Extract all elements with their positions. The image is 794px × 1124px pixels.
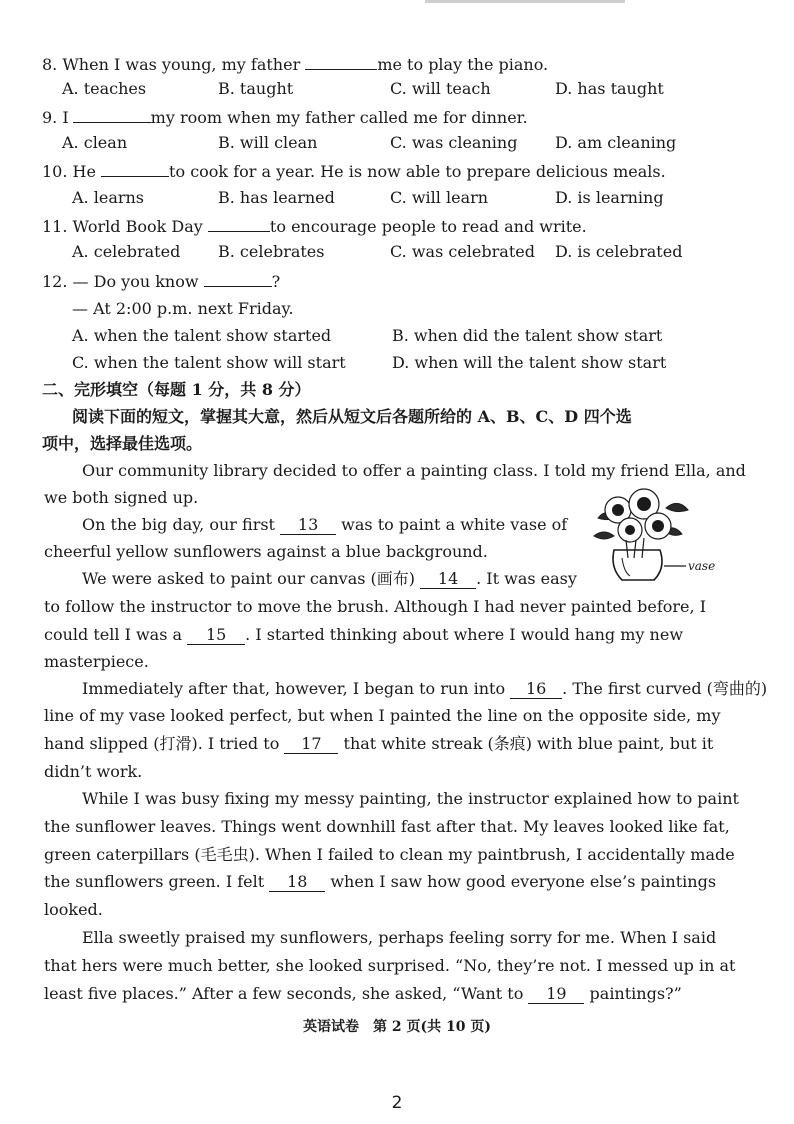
q8-option-c: C. will teach — [390, 79, 491, 98]
q9-option-d: D. am cleaning — [555, 133, 677, 152]
q12-option-c: C. when the talent show will start — [72, 353, 346, 372]
passage-line: we both signed up. — [44, 488, 199, 507]
sunflower-vase-illustration — [588, 488, 720, 586]
q8-option-d: D. has taught — [555, 79, 664, 98]
passage-line: to follow the instructor to move the brush. Although I had never painted before, I — [44, 597, 707, 616]
passage-text: We were asked to paint our canvas (画布) — [82, 569, 416, 588]
q9-option-b: B. will clean — [218, 133, 318, 152]
passage-text: was to paint a white vase of — [341, 515, 568, 534]
page-footer: 英语试卷 第 2 页(共 10 页) — [303, 1019, 491, 1035]
q12-option-a: A. when the talent show started — [72, 326, 332, 345]
passage-line: that hers were much better, she looked surprised. “No, they’re not. I messed up in at — [44, 956, 736, 975]
passage-line: Our community library decided to offer a painting class. I told my friend Ella, and — [82, 461, 746, 480]
q12-text: ? — [271, 272, 281, 291]
page-number: 2 — [391, 1093, 403, 1113]
q10-blank — [101, 160, 169, 177]
passage-line — [44, 734, 713, 754]
section-heading: 二、完形填空（每题 1 分，共 8 分） — [42, 380, 311, 399]
question-12 — [42, 270, 280, 292]
q10-option-c: C. will learn — [390, 188, 489, 207]
q12-option-d: D. when will the talent show start — [392, 353, 667, 372]
q10-option-b: B. has learned — [218, 188, 335, 207]
section-instruction-line-2: 项中，选择最佳选项。 — [42, 434, 203, 453]
passage-text: Immediately after that, however, I began to run into — [82, 679, 506, 698]
q8-text: When I was young, my father — [62, 55, 301, 74]
passage-line — [82, 569, 577, 589]
q11-text: to encourage people to read and write. — [269, 217, 587, 236]
q9-option-c: C. was cleaning — [390, 133, 518, 152]
q9-blank — [73, 106, 151, 123]
passage-text: could tell I was a — [44, 625, 183, 644]
passage-line: the sunflower leaves. Things went downhill fast after that. My leaves looked like fat, — [44, 817, 730, 836]
passage-line — [44, 872, 716, 892]
passage-text: when I saw how good everyone else’s paintings — [330, 872, 717, 891]
blank-14: 14 — [420, 570, 476, 589]
q8-blank — [305, 53, 377, 70]
q11-blank — [208, 215, 270, 232]
top-edge-line — [425, 0, 625, 3]
section-instruction-line-1: 阅读下面的短文，掌握其大意，然后从短文后各题所给的 A、B、C、D 四个选 — [72, 407, 632, 426]
q11-number: 11. World Book Day — [42, 217, 203, 236]
question-9 — [42, 106, 528, 128]
blank-15: 15 — [187, 626, 245, 645]
passage-text: paintings?” — [589, 984, 682, 1003]
q11-option-c: C. was celebrated — [390, 242, 535, 261]
q12-number: 12. — Do you know — [42, 272, 199, 291]
passage-line: While I was busy fixing my messy painting, the instructor explained how to paint — [82, 789, 739, 808]
blank-18: 18 — [269, 873, 325, 892]
question-10 — [42, 160, 666, 182]
passage-line: didn’t work. — [44, 762, 143, 781]
passage-line — [82, 679, 767, 699]
passage-line: Ella sweetly praised my sunflowers, perhaps feeling sorry for me. When I said — [82, 928, 717, 947]
passage-line: looked. — [44, 900, 103, 919]
passage-text: . It was easy — [476, 569, 577, 588]
passage-line: masterpiece. — [44, 652, 149, 671]
q11-option-d: D. is celebrated — [555, 242, 683, 261]
blank-16: 16 — [510, 680, 562, 699]
vase-label: vase — [688, 559, 716, 573]
passage-text: the sunflowers green. I felt — [44, 872, 265, 891]
passage-text: that white streak (条痕) with blue paint, but it — [343, 734, 714, 753]
passage-line: cheerful yellow sunflowers against a blue background. — [44, 542, 488, 561]
q12-blank — [204, 270, 272, 287]
passage-line — [44, 984, 682, 1004]
q12-option-b: B. when did the talent show start — [392, 326, 663, 345]
passage-line — [82, 515, 567, 535]
blank-17: 17 — [284, 735, 338, 754]
question-8 — [42, 53, 548, 75]
passage-text: hand slipped (打滑). I tried to — [44, 734, 280, 753]
q10-option-a: A. learns — [72, 188, 145, 207]
q11-option-b: B. celebrates — [218, 242, 325, 261]
passage-line: line of my vase looked perfect, but when I painted the line on the opposite side, my — [44, 706, 721, 725]
passage-text: . I started thinking about where I would hang my new — [245, 625, 684, 644]
q12-reply: — At 2:00 p.m. next Friday. — [72, 299, 294, 318]
q11-option-a: A. celebrated — [72, 242, 181, 261]
passage-text: . The first curved (弯曲的) — [562, 679, 768, 698]
q9-number: 9. I — [42, 108, 69, 127]
passage-text: least five places.” After a few seconds, she asked, “Want to — [44, 984, 524, 1003]
q10-text: to cook for a year. He is now able to prepare delicious meals. — [169, 162, 666, 181]
q9-text: my room when my father called me for dinner. — [150, 108, 528, 127]
q8-text-after: me to play the piano. — [377, 55, 549, 74]
passage-line — [44, 625, 683, 645]
blank-19: 19 — [528, 985, 584, 1004]
q8-number: 8. — [42, 55, 58, 74]
sunflower-vase-icon — [588, 488, 720, 586]
q8-option-a: A. teaches — [62, 79, 147, 98]
passage-line: green caterpillars (毛毛虫). When I failed to clean my paintbrush, I accidentally made — [44, 845, 735, 864]
q9-option-a: A. clean — [62, 133, 128, 152]
q10-number: 10. He — [42, 162, 96, 181]
question-11 — [42, 215, 587, 237]
q10-option-d: D. is learning — [555, 188, 664, 207]
passage-text: On the big day, our first — [82, 515, 275, 534]
q8-option-b: B. taught — [218, 79, 294, 98]
blank-13: 13 — [280, 516, 336, 535]
